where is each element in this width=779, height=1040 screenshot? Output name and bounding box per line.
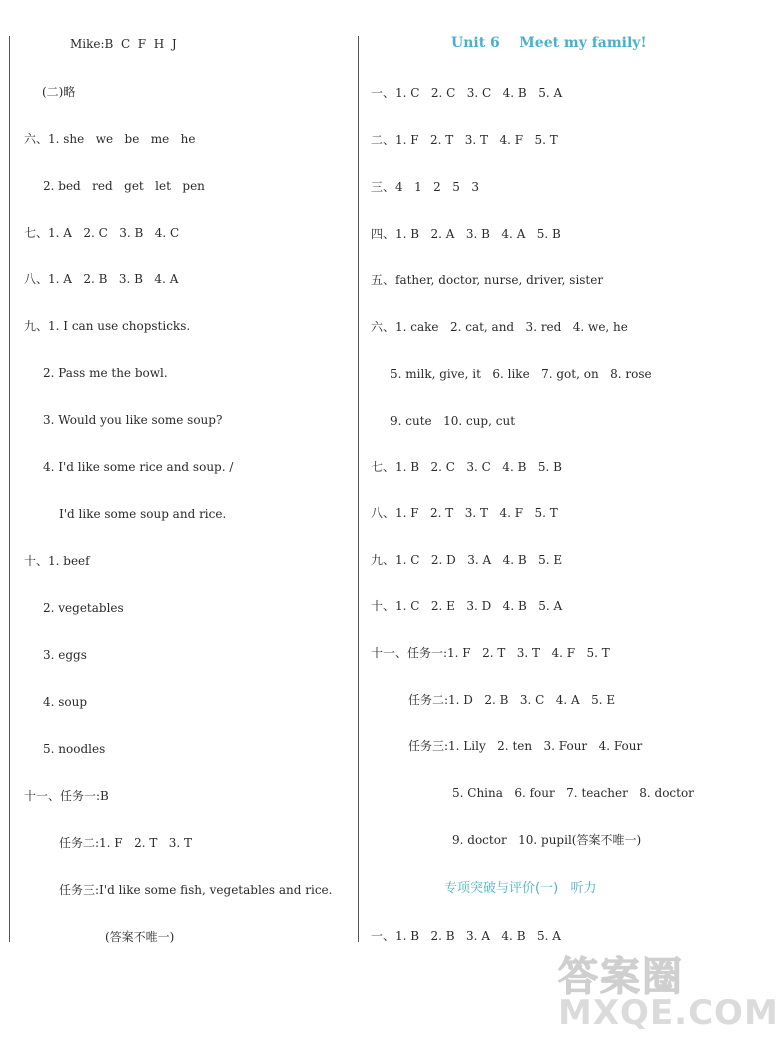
answer-line: 十一、任务一:1. F 2. T 3. T 4. F 5. T: [371, 646, 610, 660]
answer-line: 六、1. she we be me he: [24, 132, 196, 146]
answer-line: 八、1. F 2. T 3. T 4. F 5. T: [371, 506, 558, 520]
answer-line: 任务三:1. Lily 2. ten 3. Four 4. Four: [408, 739, 643, 753]
answer-line: 九、1. C 2. D 3. A 4. B 5. E: [371, 553, 563, 567]
answer-line: I'd like some soup and rice.: [59, 507, 227, 521]
answer-line: 六、1. cake 2. cat, and 3. red 4. we, he: [371, 320, 628, 334]
answer-line: 2. bed red get let pen: [43, 179, 205, 193]
answer-line: 9. doctor 10. pupil(答案不唯一): [452, 833, 642, 847]
section-heading: 专项突破与评价(一) 听力: [444, 881, 597, 896]
column-divider: [358, 36, 359, 942]
answer-line: 十、1. C 2. E 3. D 4. B 5. A: [371, 599, 563, 613]
watermark-logo-text: 答案圈: [558, 954, 684, 1000]
answer-line: 八、1. A 2. B 3. B 4. A: [24, 272, 179, 286]
answer-line: 一、1. C 2. C 3. C 4. B 5. A: [371, 86, 563, 100]
answer-line: 5. milk, give, it 6. like 7. got, on 8. rose: [390, 367, 652, 381]
answer-line: 四、1. B 2. A 3. B 4. A 5. B: [371, 227, 561, 241]
answer-line: 七、1. B 2. C 3. C 4. B 5. B: [371, 460, 562, 474]
answer-line: 3. Would you like some soup?: [43, 413, 223, 427]
answer-line: 2. vegetables: [43, 601, 124, 615]
answer-line: (二)略: [42, 85, 76, 99]
answer-line: 3. eggs: [43, 648, 87, 662]
answer-line: (答案不唯一): [105, 930, 175, 944]
answer-line: 4. soup: [43, 695, 88, 709]
answer-line: 任务三:I'd like some fish, vegetables and rice.: [59, 883, 333, 897]
answer-line: 2. Pass me the bowl.: [43, 366, 168, 380]
answer-line: 5. noodles: [43, 742, 106, 756]
unit-heading: Unit 6 Meet my family!: [451, 35, 647, 51]
answer-line: 七、1. A 2. C 3. B 4. C: [24, 226, 180, 240]
watermark-url: MXQE.COM: [558, 993, 779, 1033]
answer-line: 一、1. B 2. B 3. A 4. B 5. A: [371, 929, 561, 943]
left-margin-rule: [9, 36, 10, 942]
answer-line: 5. China 6. four 7. teacher 8. doctor: [452, 786, 694, 800]
answer-line: 十、1. beef: [24, 554, 90, 568]
answer-line: 十一、任务一:B: [24, 789, 109, 803]
answer-line: 任务二:1. D 2. B 3. C 4. A 5. E: [408, 693, 616, 707]
answer-line: Mike:B C F H J: [70, 37, 177, 51]
answer-line: 九、1. I can use chopsticks.: [24, 319, 191, 333]
answer-line: 4. I'd like some rice and soup. /: [43, 460, 234, 474]
answer-line: 任务二:1. F 2. T 3. T: [59, 836, 193, 850]
answer-line: 二、1. F 2. T 3. T 4. F 5. T: [371, 133, 558, 147]
answer-line: 三、4 1 2 5 3: [371, 180, 479, 194]
answer-line: 五、father, doctor, nurse, driver, sister: [371, 273, 604, 287]
site-watermark: [548, 945, 779, 1035]
answer-line: 9. cute 10. cup, cut: [390, 414, 516, 428]
